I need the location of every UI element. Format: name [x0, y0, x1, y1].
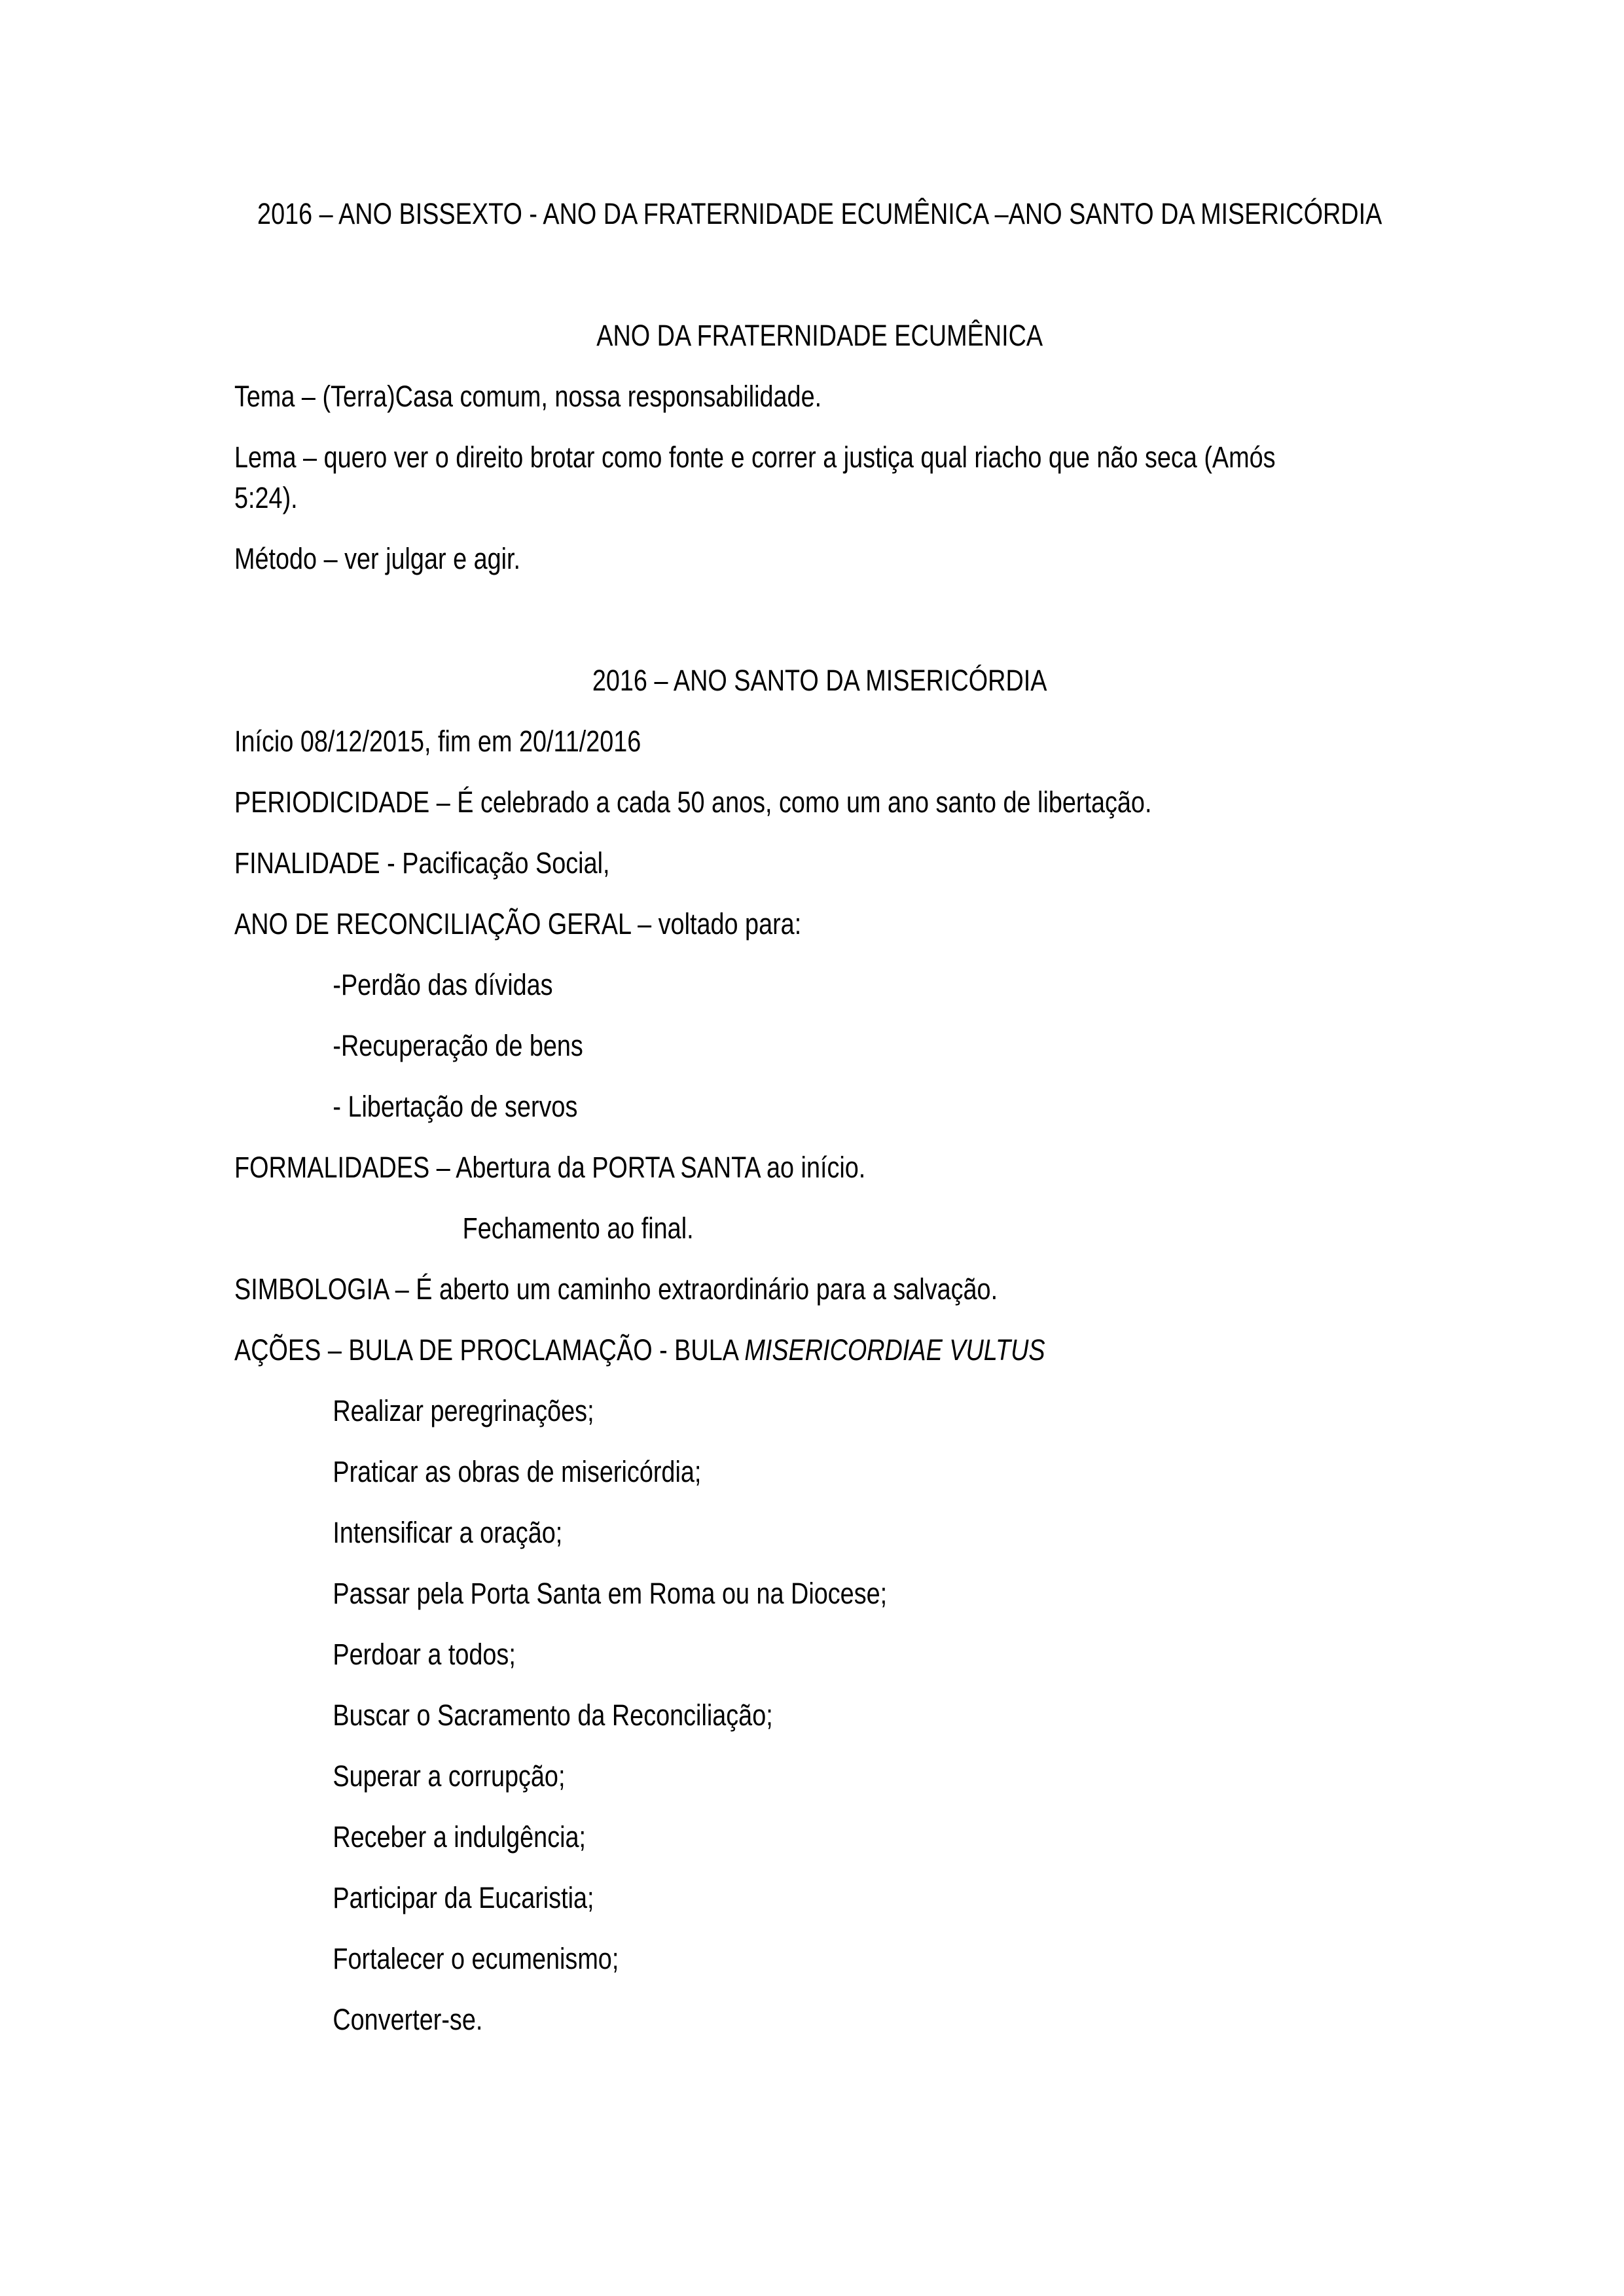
paragraph-line [234, 1939, 1504, 1979]
paragraph-line [234, 721, 1405, 762]
paragraph-line [234, 1878, 1504, 1918]
paragraph-line [234, 904, 1405, 944]
paragraph-line [234, 660, 1405, 701]
paragraph-line [234, 376, 1405, 417]
text-run: ANO DA FRATERNIDADE ECUMÊNICA [596, 319, 1043, 352]
text-run: Receber a indulgência; [333, 1820, 586, 1854]
text-run: Realizar peregrinações; [333, 1394, 594, 1427]
text-run: Passar pela Porta Santa em Roma ou na Diocese; [333, 1577, 888, 1610]
paragraph-line [234, 1147, 1405, 1188]
paragraph-line [234, 539, 1405, 579]
text-run: ANO DE RECONCILIAÇÃO GERAL – voltado para: [234, 907, 802, 941]
text-run: Perdoar a todos; [333, 1638, 516, 1671]
paragraph-line [234, 1573, 1504, 1614]
text-run: Início 08/12/2015, fim em 20/11/2016 [234, 725, 641, 758]
text-run: 2016 – ANO SANTO DA MISERICÓRDIA [592, 664, 1047, 697]
text-run: Fechamento ao final. [462, 1211, 694, 1245]
text-run: Intensificar a oração; [333, 1516, 563, 1549]
paragraph-line [234, 1086, 1504, 1127]
paragraph-line [234, 1026, 1504, 1066]
text-run: - Libertação de servos [333, 1090, 578, 1123]
paragraph-line [234, 1269, 1405, 1310]
text-run: -Perdão das dívidas [333, 968, 553, 1001]
paragraph-line [234, 1330, 1405, 1371]
paragraph-line [234, 1817, 1504, 1857]
paragraph-line [234, 194, 1405, 234]
text-run: 5:24). [234, 481, 298, 514]
paragraph-line [234, 1391, 1504, 1431]
paragraph-line [234, 1513, 1504, 1553]
text-run: Fortalecer o ecumenismo; [333, 1942, 619, 1975]
text-run: FORMALIDADES – Abertura da PORTA SANTA ao início. [234, 1151, 866, 1184]
paragraph-line [234, 965, 1504, 1005]
text-run: Tema – (Terra)Casa comum, nossa responsabilidade. [234, 380, 822, 413]
text-run: Participar da Eucaristia; [333, 1881, 594, 1914]
text-run: Superar a corrupção; [333, 1759, 566, 1793]
paragraph-line [234, 2000, 1504, 2040]
paragraph-line [234, 782, 1405, 823]
text-run: AÇÕES – BULA DE PROCLAMAÇÃO - BULA [234, 1333, 745, 1367]
text-run: Método – ver julgar e agir. [234, 542, 521, 575]
paragraph-line [234, 1634, 1504, 1675]
text-run: 2016 – ANO BISSEXTO - ANO DA FRATERNIDADE ECUMÊNICA –ANO SANTO DA MISERICÓRDIA [257, 197, 1382, 230]
paragraph-line [234, 843, 1405, 884]
text-run: -Recuperação de bens [333, 1029, 583, 1062]
paragraph-line [234, 478, 1405, 518]
text-run: FINALIDADE - Pacificação Social, [234, 846, 610, 880]
text-run: Converter-se. [333, 2003, 483, 2036]
paragraph-line [234, 315, 1405, 356]
text-run: Buscar o Sacramento da Reconciliação; [333, 1698, 773, 1732]
paragraph-line [234, 1756, 1504, 1797]
paragraph-line [234, 437, 1405, 478]
text-run: SIMBOLOGIA – É aberto um caminho extraordinário para a salvação. [234, 1272, 998, 1306]
italic-text-run: MISERICORDIAE VULTUS [744, 1333, 1045, 1367]
paragraph-line [234, 1695, 1504, 1736]
text-run: PERIODICIDADE – É celebrado a cada 50 anos, como um ano santo de libertação. [234, 785, 1152, 819]
text-run: Praticar as obras de misericórdia; [333, 1455, 702, 1488]
text-run: Lema – quero ver o direito brotar como fonte e correr a justiça qual riacho que não seca (Amós [234, 440, 1276, 474]
paragraph-line [234, 1208, 1624, 1249]
paragraph-line [234, 1452, 1504, 1492]
